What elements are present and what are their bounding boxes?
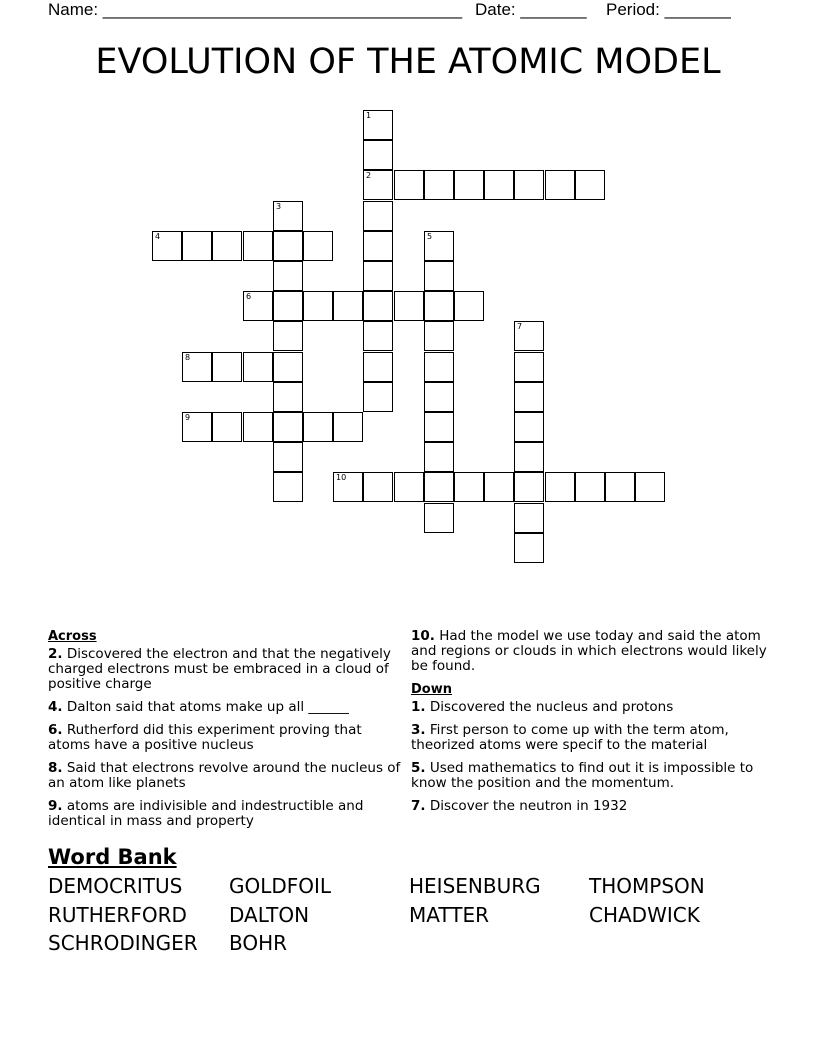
clue-number: 10 <box>336 473 347 482</box>
word-bank-word: DEMOCRITUS <box>48 874 183 898</box>
crossword-cell[interactable] <box>575 472 605 502</box>
word-bank-title: Word Bank <box>48 845 177 869</box>
clue-across-2: 2. Discovered the electron and that the negatively charged electrons must be embraced in a cloud of positive charge <box>48 646 391 692</box>
crossword-cell[interactable] <box>484 170 514 200</box>
crossword-cell[interactable] <box>152 231 182 261</box>
crossword-cell[interactable] <box>424 412 454 442</box>
crossword-cell[interactable] <box>514 382 544 412</box>
crossword-cell[interactable] <box>394 291 424 321</box>
word-bank-word: DALTON <box>229 903 310 927</box>
word-bank-word: CHADWICK <box>589 903 700 927</box>
word-bank-word: THOMPSON <box>589 874 705 898</box>
clue-across-10: 10. Had the model we use today and said the atom and regions or clouds in which electrons would likely be found. <box>411 628 767 674</box>
crossword-cell[interactable] <box>424 291 454 321</box>
crossword-cell[interactable] <box>363 382 393 412</box>
crossword-cell[interactable] <box>363 352 393 382</box>
crossword-cell[interactable] <box>424 261 454 291</box>
crossword-cell[interactable] <box>363 110 393 140</box>
crossword-cell[interactable] <box>484 472 514 502</box>
clue-number: 6 <box>246 292 252 301</box>
clue-across-4: 4. Dalton said that atoms make up all ______ <box>48 699 349 715</box>
crossword-cell[interactable] <box>363 140 393 170</box>
name-date-period-header <box>0 0 816 22</box>
word-bank-word: HEISENBURG <box>409 874 541 898</box>
clue-number: 8 <box>185 353 191 362</box>
crossword-cell[interactable] <box>394 472 424 502</box>
crossword-cell[interactable] <box>514 412 544 442</box>
crossword-cell[interactable] <box>514 442 544 472</box>
crossword-cell[interactable] <box>363 321 393 351</box>
crossword-cell[interactable] <box>394 170 424 200</box>
word-bank-word: GOLDFOIL <box>229 874 332 898</box>
crossword-cell[interactable] <box>363 201 393 231</box>
crossword-cell[interactable] <box>605 472 635 502</box>
crossword-cell[interactable] <box>424 503 454 533</box>
crossword-cell[interactable] <box>635 472 665 502</box>
across-clues <box>48 629 404 837</box>
crossword-cell[interactable] <box>273 442 303 472</box>
right-clues-column <box>411 629 776 822</box>
crossword-cell[interactable] <box>545 472 575 502</box>
crossword-cell[interactable] <box>454 170 484 200</box>
down-heading: Down <box>411 682 452 697</box>
crossword-cell[interactable] <box>333 472 363 502</box>
name-field[interactable]: Name: ______________________________________ <box>48 0 463 19</box>
crossword-cell[interactable] <box>303 412 333 442</box>
crossword-cell[interactable] <box>243 352 273 382</box>
word-bank-word: RUTHERFORD <box>48 903 187 927</box>
clue-number: 1 <box>366 111 372 120</box>
crossword-cell[interactable] <box>273 472 303 502</box>
crossword-cell[interactable] <box>243 412 273 442</box>
crossword-cell[interactable] <box>333 412 363 442</box>
crossword-cell[interactable] <box>212 412 242 442</box>
crossword-cell[interactable] <box>303 231 333 261</box>
crossword-cell[interactable] <box>303 291 333 321</box>
clue-number: 3 <box>276 202 282 211</box>
clue-across-6: 6. Rutherford did this experiment proving that atoms have a positive nucleus <box>48 722 362 753</box>
crossword-cell[interactable] <box>273 412 303 442</box>
crossword-cell[interactable] <box>273 291 303 321</box>
crossword-cell[interactable] <box>454 472 484 502</box>
crossword-cell[interactable] <box>363 231 393 261</box>
crossword-cell[interactable] <box>514 321 544 351</box>
crossword-cell[interactable] <box>424 231 454 261</box>
clue-number: 9 <box>185 413 191 422</box>
crossword-cell[interactable] <box>424 472 454 502</box>
clue-down-3: 3. First person to come up with the term atom, theorized atoms were specif to the material <box>411 722 729 753</box>
clue-across-9: 9. atoms are indivisible and indestructible and identical in mass and property <box>48 798 364 829</box>
crossword-cell[interactable] <box>514 533 544 563</box>
date-field[interactable]: Date: _______ <box>475 0 587 19</box>
period-field[interactable]: Period: _______ <box>606 0 731 19</box>
crossword-cell[interactable] <box>514 170 544 200</box>
crossword-cell[interactable] <box>514 472 544 502</box>
crossword-cell[interactable] <box>363 261 393 291</box>
crossword-cell[interactable] <box>273 201 303 231</box>
crossword-cell[interactable] <box>212 231 242 261</box>
crossword-cell[interactable] <box>454 291 484 321</box>
word-bank-word: BOHR <box>229 931 288 955</box>
crossword-cell[interactable] <box>273 261 303 291</box>
across-heading: Across <box>48 629 97 644</box>
word-bank-word: MATTER <box>409 903 489 927</box>
crossword-cell[interactable] <box>363 291 393 321</box>
clue-down-1: 1. Discovered the nucleus and protons <box>411 699 674 715</box>
crossword-cell[interactable] <box>333 291 363 321</box>
crossword-cell[interactable] <box>212 352 242 382</box>
crossword-cell[interactable] <box>363 170 393 200</box>
crossword-cell[interactable] <box>273 352 303 382</box>
crossword-cell[interactable] <box>182 352 212 382</box>
crossword-cell[interactable] <box>273 321 303 351</box>
crossword-cell[interactable] <box>424 352 454 382</box>
crossword-cell[interactable] <box>514 503 544 533</box>
crossword-cell[interactable] <box>514 352 544 382</box>
crossword-cell[interactable] <box>424 442 454 472</box>
clue-number: 7 <box>517 322 523 331</box>
crossword-cell[interactable] <box>243 291 273 321</box>
crossword-cell[interactable] <box>545 170 575 200</box>
crossword-cell[interactable] <box>363 472 393 502</box>
clue-down-7: 7. Discover the neutron in 1932 <box>411 798 628 814</box>
crossword-cell[interactable] <box>273 231 303 261</box>
crossword-cell[interactable] <box>575 170 605 200</box>
crossword-cell[interactable] <box>424 382 454 412</box>
crossword-cell[interactable] <box>182 231 212 261</box>
clue-number: 4 <box>155 232 161 241</box>
crossword-cell[interactable] <box>424 170 454 200</box>
crossword-cell[interactable] <box>182 412 212 442</box>
clue-number: 2 <box>366 171 372 180</box>
crossword-cell[interactable] <box>424 321 454 351</box>
crossword-cell[interactable] <box>243 231 273 261</box>
clue-down-5: 5. Used mathematics to find out it is impossible to know the position and the momentum. <box>411 760 754 791</box>
clue-across-8: 8. Said that electrons revolve around the nucleus of an atom like planets <box>48 760 401 791</box>
word-bank-word: SCHRODINGER <box>48 931 198 955</box>
page-title: EVOLUTION OF THE ATOMIC MODEL <box>95 42 721 82</box>
crossword-cell[interactable] <box>273 382 303 412</box>
clue-number: 5 <box>427 232 433 241</box>
